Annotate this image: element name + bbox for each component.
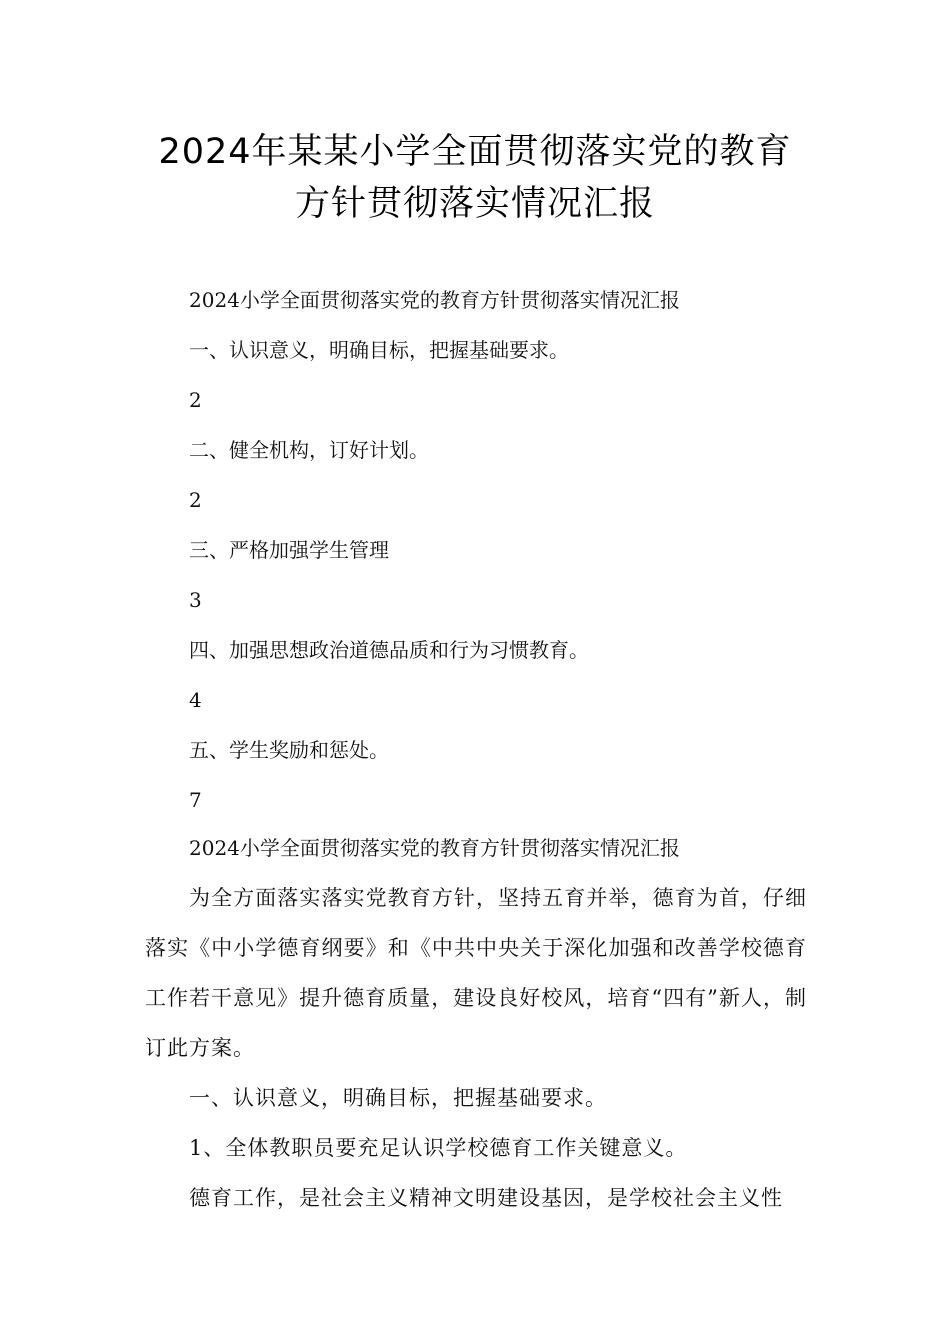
toc-page-number: 3 (189, 588, 202, 612)
toc-entry-section-1: 一、认识意义，明确目标，把握基础要求。 (189, 338, 569, 362)
body-paragraph-start: 德育工作，是社会主义精神文明建设基因，是学校社会主义性 (189, 1186, 783, 1210)
toc-page-number: 2 (189, 388, 202, 412)
document-title-line-2: 方针贯彻落实情况汇报 (294, 184, 655, 224)
toc-page-number: 7 (189, 788, 202, 812)
toc-entry-title: 2024小学全面贯彻落实党的教育方针贯彻落实情况汇报 (189, 288, 680, 312)
toc-entry-section-3: 三、严格加强学生管理 (189, 538, 389, 562)
toc-entry-section-4: 四、加强思想政治道德品质和行为习惯教育。 (189, 638, 589, 662)
toc-entry-section-2: 二、健全机构，订好计划。 (189, 438, 429, 462)
intro-paragraph: 为全方面落实落实党教育方针，坚持五育并举，德育为首，仔细落实《中小学德育纲要》和《中共中央关于深化加强和改善学校德育工作若干意见》提升德育质量，建设良好校风，培育“四有”新人，制订此方案。 (145, 886, 807, 1060)
section-1-heading: 一、认识意义，明确目标，把握基础要求。 (189, 1086, 607, 1110)
item-1-heading: 1、全体教职员要充足认识学校德育工作关键意义。 (189, 1136, 688, 1160)
toc-page-number: 4 (189, 688, 202, 712)
toc-page-number: 2 (189, 488, 202, 512)
toc-entry-section-5: 五、学生奖励和惩处。 (189, 738, 389, 762)
body-subtitle: 2024小学全面贯彻落实党的教育方针贯彻落实情况汇报 (189, 836, 680, 860)
document-title-line-1: 2024年某某小学全面贯彻落实党的教育 (158, 132, 792, 172)
